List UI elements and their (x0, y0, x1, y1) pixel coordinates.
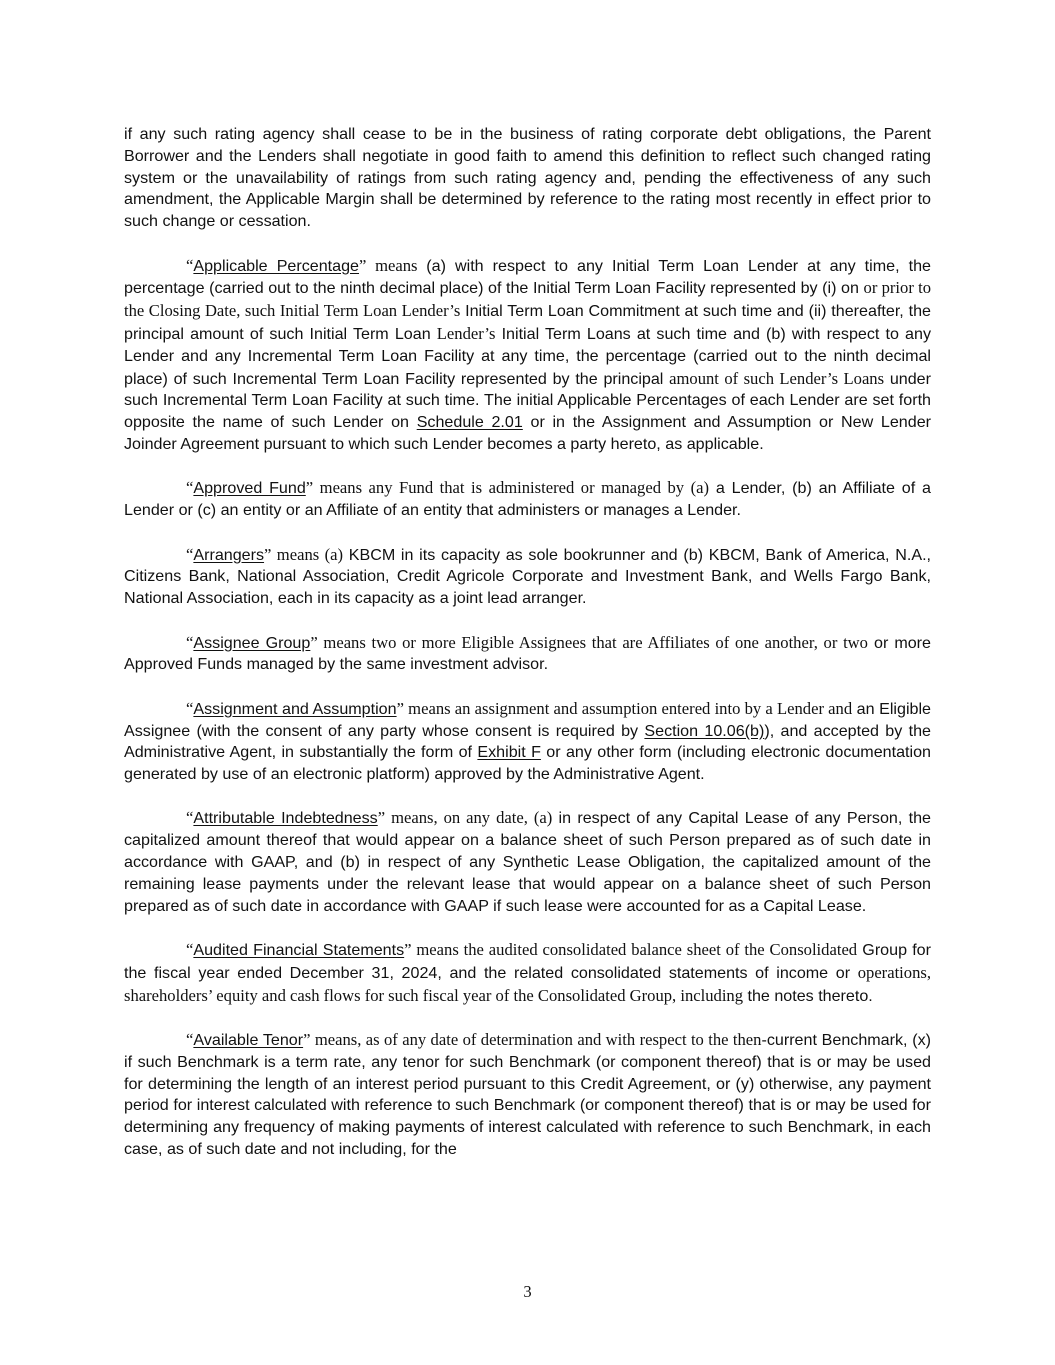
definition-text: in respect of any Capital Lease of any Person, the capitalized amount thereof that would appear on a balance sheet of such Person prepared as of such date in accordance with GAAP, and (b) in respect of any Synthetic Lease Obligation, the capitalized amount of the remaining lease payments under the relevant lease that would appear on a balance sheet of such Person prepared as of such date in accordance with GAAP if such lease were accounted for as a Capital Lease. (124, 809, 931, 915)
schedule-reference: Schedule 2.01 (416, 413, 523, 432)
defined-term: Arrangers (193, 545, 265, 564)
means-clause: means (366, 255, 427, 275)
definition-text: operations, shareholders’ equity and cash flows for such fiscal year of the Consolidated Group, including (124, 962, 931, 1005)
paragraph-text: if any such rating agency shall cease to be in the business of rating corporate debt obligations, the Parent Borrower and the Lenders shall negotiate in good faith to amend this definition to reflect such changed rating system or the unavailability of ratings from such rating agency and, pending the effectiveness of any such amendment, the Applicable Margin shall be determined by reference to the rating most recently in effect prior to such change or cessation. (124, 125, 931, 231)
page-body (124, 124, 931, 1182)
defined-term: Audited Financial Statements (193, 941, 405, 960)
section-reference: Section 10.06(b) (644, 721, 765, 740)
definition-text: the notes thereto. (743, 986, 873, 1005)
defined-term: Approved Fund (193, 479, 306, 498)
definition-audited-financial-statements (124, 939, 931, 1007)
definition-assignee-group (124, 632, 931, 677)
definition-text: KBCM in its capacity as sole bookrunner and (b) KBCM, Bank of America, N.A., Citizens Bank, National Association, Credit Agricole Corporate and Investment Bank, and Wells Fargo Bank, National Association, each in its capacity as a joint lead arranger. (124, 545, 932, 608)
definition-assignment-and-assumption (124, 698, 931, 786)
means-clause: means the audited consolidated balance sheet of the Consolidated (411, 940, 858, 960)
means-clause: means an assignment and assumption entered into by a Lender and (403, 698, 853, 718)
defined-term: Available Tenor (193, 1031, 304, 1050)
definition-text: an Eligible Assignee (with the consent of any party whose consent is required by (124, 699, 932, 740)
definition-text: ), and accepted by the Administrative Agent, in substantially the form of (124, 721, 931, 762)
definition-text: under such Incremental Term Loan Facility at such time. The initial Applicable Percentages of each Lender are set forth opposite the name of such Lender on (124, 369, 931, 432)
definition-available-tenor (124, 1029, 931, 1161)
definition-text: Lender’s (436, 323, 496, 343)
definition-text: or in the Assignment and Assumption or New Lender Joinder Agreement pursuant to which such Lender becomes a party hereto, as applicable. (124, 413, 932, 453)
exhibit-reference: Exhibit F (477, 743, 541, 762)
page-number: 3 (523, 1282, 532, 1301)
paragraph-continuation (124, 124, 931, 233)
definition-applicable-percentage (124, 255, 931, 456)
definition-text: or any other form (including electronic documentation generated by use of an electronic platform) approved by the Administrative Agent. (124, 743, 931, 784)
close-quote: ” (303, 1030, 311, 1050)
means-clause: means two or more Eligible Assignees that are Affiliates of one another, or two (317, 632, 868, 652)
close-quote: ” (305, 478, 314, 498)
definition-text: or prior to the Closing Date, such Initial Term Loan Lender’s (124, 278, 931, 321)
defined-term: Assignee Group (193, 633, 311, 652)
close-quote: ” (404, 940, 412, 960)
definition-text: (a) with respect to any Initial Term Loan Lender at any time, the percentage (carried out to the ninth decimal place) of the Initial Term Loan Facility represented by (i) on (124, 256, 931, 298)
open-quote: “ (186, 478, 194, 498)
means-clause: means, on any date, (a) (385, 808, 553, 828)
means-clause: means any Fund that is administered or managed by (a) (313, 478, 710, 498)
open-quote: “ (186, 632, 194, 652)
close-quote: ” (264, 544, 272, 564)
open-quote: “ (186, 808, 194, 828)
defined-term: Applicable Percentage (193, 256, 360, 275)
close-quote: ” (396, 698, 404, 718)
open-quote: “ (186, 1030, 194, 1050)
close-quote: ” (377, 808, 386, 828)
definition-text: Initial Term Loans at such time and (b) with respect to any Lender and any Incremental Term Loan Facility at any time, the percentage (carried out to the ninth decimal place) of such Incremental Term Loan Facility represented by the principal (124, 324, 931, 388)
means-clause: means (a) (271, 544, 344, 564)
open-quote: “ (186, 255, 194, 275)
definition-text: amount of such Lender’s Loans (669, 368, 885, 388)
definition-text: -current Benchmark, (x) if such Benchmark is a term rate, any tenor for such Benchmark (or component thereof) that is or may be used for determining the length of an interest period pursuant to this Credit Agreement, or (y) otherwise, any payment period for interest calculated with reference to such Benchmark (or component thereof) that is or may be used for determining any frequency of making payments of interest calculated with reference to such Benchmark, in each case, as of such date and not including, for the (124, 1031, 931, 1159)
defined-term: Assignment and Assumption (193, 699, 397, 718)
definition-text: Group for the fiscal year ended December 31, 2024, and the related consolidated statements of income or (124, 941, 931, 982)
definition-text: Initial Term Loan Commitment at such time and (ii) thereafter, the principal amount of such Initial Term Loan (124, 302, 931, 343)
definition-approved-fund (124, 477, 931, 522)
close-quote: ” (359, 255, 367, 275)
open-quote: “ (186, 544, 194, 564)
definition-arrangers (124, 544, 931, 610)
means-clause: means, as of any date of determination and with respect to the then (310, 1030, 762, 1050)
close-quote: ” (310, 632, 318, 652)
definition-text: a Lender, (b) an Affiliate of a Lender or (c) an entity or an Affiliate of an entity that administers or manages a Lender. (124, 479, 931, 520)
definition-attributable-indebtedness (124, 807, 931, 917)
defined-term: Attributable Indebtedness (193, 809, 378, 828)
open-quote: “ (186, 940, 194, 960)
definition-text: or more Approved Funds managed by the same investment advisor. (124, 633, 931, 674)
open-quote: “ (186, 698, 194, 718)
